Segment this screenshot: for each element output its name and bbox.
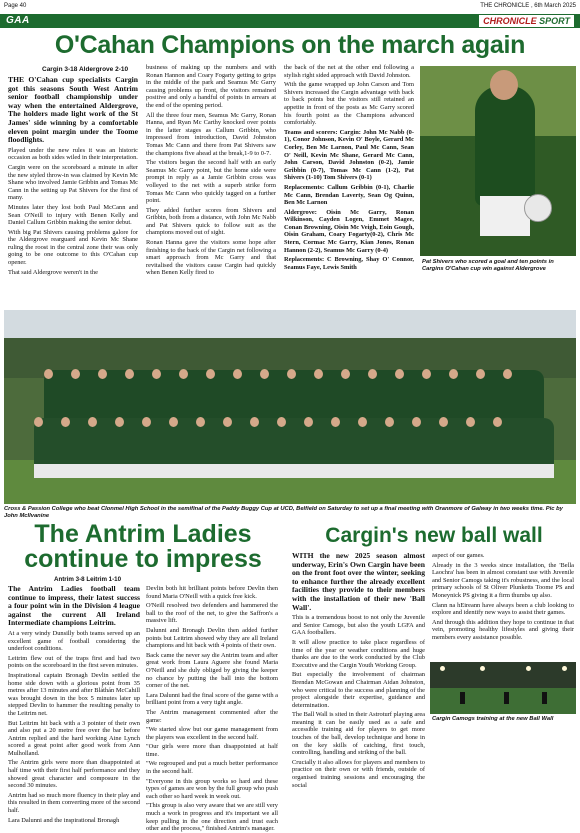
story2-paragraph: Dalunni and Bronagh Devlin then added further points but Leitrim showed why they are all Ireland champions and hit back with 4 points of their own. bbox=[146, 626, 278, 650]
publication-date: THE CHRONICLE , 6th March 2025 bbox=[480, 3, 576, 9]
story1-paragraph: business of making up the numbers and with Ronan Hannon and Coary Fogarty getting to grips in the middle of the park and Seamus Mc Garry causing problems up front, the visitors remained positive and only a handful of points in arrears at the end of the opening period. bbox=[146, 64, 276, 109]
story1-paragraph: Cargin were on the scoreboard a minute in after the new styled throw-in was claimed by Kevin Mc Shane who involved Jamie Gribbin and Tomas Mc Cann in the setting up Pat Shivers for the first of many. bbox=[8, 163, 138, 202]
story2-column-1 bbox=[8, 584, 140, 824]
story2-paragraph: The Antrim girls were more than disappointed at half time with their first half performance and they showed great character and composure in the second 30 minutes. bbox=[8, 759, 140, 790]
story1-headline: O'Cahan Champions on the march again bbox=[54, 31, 526, 59]
page-number: Page 40 bbox=[4, 3, 27, 9]
story1-paragraph: the back of the net at the other end following a stylish right sided approach with David Johnston. bbox=[284, 64, 414, 79]
story1-column-1 bbox=[8, 76, 138, 308]
story2-paragraph: "This group is also very aware that we are still very much a work in progress and it's important we all keep pulling in the one direction and trust each other and the process," finished Antrim's manager. bbox=[146, 802, 278, 833]
story1-column-2 bbox=[146, 64, 276, 308]
story3-paragraph: It will allow practice to take place regardless of time of the year or weather conditions and huge thanks are due to the work conducted by the Club Executive and the Cargin Youth Working Group. bbox=[292, 638, 425, 669]
story2-paragraph: Inspirational captain Bronagh Devlin settled the home side down with a glorious point from 35 metres after 13 minutes and after Bláthán McCahill was brought down in the box 5 minutes later up stepped Devlin to hammer the resulting penalty to the Leitrim net. bbox=[8, 671, 140, 717]
story1-replacements-cargin: Replacements: Callum Gribbin (0-1), Charlie Mc Cann, Brendan Laverty, Sean Og Quinn, Ben Mc Larnon bbox=[284, 183, 414, 207]
story3-lead: WITH the new 2025 season almost underway, Erin's Own Cargin have been on the front foot over the winter, seeking to enhance further the already excellent facilities they provide to their members with the installation of their new 'Ball Wall'. bbox=[292, 551, 425, 612]
story2-lead: The Antrim Ladies football team continue to impress, their latest success a four point win in the Division 4 league against the current All Ireland Intermediate champions Leitrim. bbox=[8, 584, 140, 628]
gaa-logo: GAA bbox=[6, 15, 30, 26]
story2-paragraph: Back came the never say die Antrim team and after great work from Laura Aguere she found Maria O'Neill and she duly obliged by giving the keeper no chance by putting the ball into the bottom corner of the net. bbox=[146, 651, 278, 690]
story1-paragraph: They added further scores from Shivers and Gribbin, both from a distance, with John Mc Nabb and Pat Shivers quick to follow suit as the champions moved out of sight. bbox=[146, 206, 276, 237]
story3-paragraph: Crucially it also allows for players and members to practice on their own or with friends, outside of organised training sessions and encouraging the social bbox=[292, 758, 425, 789]
brand-word-sport: SPORT bbox=[539, 16, 570, 26]
story2-paragraph: Lara Dalunni and the inspirational Bronagh bbox=[8, 816, 120, 824]
story1-paragraph: With big Pat Shivers causing problems galore for the Aldergrove rearguard and Kevin Mc Shane ruling the roost in the central zone their was only going to be one outcome to this O'Cahan cup opener. bbox=[8, 228, 138, 267]
story2-paragraph: "Everyone in this group works so hard and these types of games are won by the full group who push each other so hard week in week out. bbox=[146, 777, 278, 800]
story3-column-1 bbox=[292, 551, 425, 789]
story3-paragraph: aspect of our games. bbox=[432, 552, 485, 559]
player-photo bbox=[420, 66, 576, 256]
story1-paragraph: Ronan Hanna gave the visitors some hope after finishing to the back of the Cargin net following a smart approach from Mc Garry and that revitalised the visitors cause Cargin had quickly when Benen Kelly fired to bbox=[146, 239, 276, 277]
story2-headline: The Antrim Ladies continue to impress bbox=[24, 520, 262, 573]
player-photo-caption: Pat Shivers who scored a goal and ten points in Cargins O'Cahan cup win against Aldergrove bbox=[422, 259, 554, 272]
story2-paragraph: Lara Dalunni had the final score of the game with a brilliant point from a very tight angle. bbox=[146, 691, 278, 707]
ball-wall-photo-caption: Cargin Camogs training at the new Ball Wall bbox=[432, 716, 554, 722]
story2-paragraph: "Our girls were more than disappointed at half time. bbox=[146, 743, 278, 758]
story1-replacements-aldergrove: Replacements: C Browning, Shay O' Connor, Seamus Faye, Lewis Smith bbox=[284, 256, 414, 271]
story1-column-3 bbox=[284, 64, 414, 308]
story3-column-2 bbox=[432, 552, 574, 660]
story1-score: Cargin 3-18 Aldergrove 2-10 bbox=[42, 66, 129, 73]
story1-paragraph: With the game wrapped up John Carson and Tom Shivers increased the Cargin advantage with back to back points but the visitors still retained an appetite in front of the posts as Mc Garry scored his fourth point as the Champions advanced comfortably. bbox=[284, 81, 414, 127]
story1-teams-cargin: Teams and scorers: Cargin: John Mc Nabb (0-1), Conor Johnson, Kevin O' Boyle, Gerard Mc Corley, Ben Mc Larnon, Paul Mc Cann, Sean O' Neill, Kevin Mc Shane, Gerard Mc Cann, John Carson, David Johnston (0-2), Jamie Gribbin (0-7), Tomas Mc Cann (1-2), Pat Shivers (1-10) Tom Shivers (0-1) bbox=[284, 128, 414, 182]
section-band-right bbox=[290, 14, 580, 28]
story1-paragraph: All the three four men, Seamus Mc Garry, Ronan Hanna, and Ryan Mc Carthy knocked over points in the latter stages as Callum Gribbin, who impressed from introduction, David Johnston Tomas Mc Cann and there from Pat Shivers saw the champions five ahead at the break,1-9 to 0-7. bbox=[146, 111, 276, 157]
story3-paragraph: This is a tremendous boost to not only the Juvenile and Senior Camogs, but also the youth LGFA and GAA footballers. bbox=[292, 614, 425, 637]
story2-paragraph: The Antrim management commented after the game: bbox=[146, 708, 278, 724]
story3-headline: Cargin's new ball wall bbox=[325, 524, 543, 547]
story2-paragraph: "We regrouped and put a much better performance in the second half. bbox=[146, 760, 278, 776]
page-folio bbox=[0, 0, 580, 14]
story2-paragraph: O'Neill resolved two defenders and hammered the ball to the roof of the net, to give the Saffron's a massive lift. bbox=[146, 602, 278, 625]
story2-paragraph: Antrim had so much more fluency in their play and this resulted in them converting more of the second half. bbox=[8, 791, 140, 815]
story2-score: Antrim 3-8 Leitrim 1-10 bbox=[54, 576, 122, 583]
section-band bbox=[0, 14, 580, 28]
story3-paragraph: Clann na hEireann have always been a club looking to explore and identify new ways to assist their games. bbox=[432, 601, 574, 617]
story2-paragraph: But Leitrim hit back with a 3 pointer of their own and also put a 20 metre free over the bar before Antrim replied and the hard working Aine Lynch scored a great point after good work from Ann Mulholland. bbox=[8, 719, 140, 757]
story3-paragraph: And through this addition they hope to continue in that vein, promoting healthy lifestyles and giving their members every assistance possible. bbox=[432, 618, 574, 641]
story1-paragraph: That said Aldergrove weren't in the bbox=[8, 268, 98, 276]
story1-paragraph: Minutes later they lost both Paul McCann and Sean O'Neill to injury with Benen Kelly and Daniel Callum Gribbin making the senior debut. bbox=[8, 203, 138, 227]
brand-word-chronicle: CHRONICLE bbox=[483, 16, 537, 26]
story2-paragraph: At a very windy Dunsilly both teams served up an excellent game of football considering the underfoot conditions. bbox=[8, 629, 140, 653]
story1-paragraph: The visitors began the second half with an early Seamus Mc Garry point, but the home side were prompt in reply as a Jamie Gribbin cross was volleyed to the net with a superb strike form Tomas Mc Cann who quickly tagged on a further point. bbox=[146, 159, 276, 205]
story2-paragraph: "We started slow but our game management from the players was excellent in the second half. bbox=[146, 726, 278, 741]
team-photo-caption: Cross & Passion College who beat Clonmel High School in the semifinal of the Paddy Buggy Cup at UCD, Belfield on Saturday to set up a final meeting with Oranmore of Galway in two weeks time. Pic by John McIlvanine bbox=[4, 506, 563, 519]
story1-lead: THE O'Cahan cup specialists Cargin got this seasons South West Antrim senior football championship under way when the entertained Aldergrove, The holders made light work of the St James' side winning by a comfortable eleven point margin under the Toome floodlights. bbox=[8, 75, 138, 145]
story2-column-2 bbox=[146, 585, 278, 833]
team-photo bbox=[4, 310, 576, 504]
story3-paragraph: Already in the 3 weeks since installation, the 'Bella Laochra' has been in almost constant use with Juvenile and Senior Camogs taking it's robustness, and the local primary schools of St Oliver Plunketts Toome PS and Moneynick PS giving it a firm thumbs up also. bbox=[432, 561, 574, 599]
story1-paragraph: Played under the new rules it was an historic occasion as both sides wiled in their interpretation. bbox=[8, 146, 138, 162]
story2-paragraph: Devlin both hit brilliant points before Devlin then found Maria O'Neill with a quick free kick. bbox=[146, 585, 278, 600]
story3-paragraph: The Ball Wall is sited in their Astroturf playing area meaning it can be easily used as a safe and accessible training aid for players to get more touches of the ball, develop technique and hone in on the key skills of catching, first touch, controlling, handling and striking of the ball. bbox=[292, 711, 425, 757]
story1-teams-aldergrove: Aldergrove: Oisin Mc Garry, Ronan Wilkinson, Cayden Logen, Emmet Magee, Conan Browning, Oisin Mc Veigh, Eoin Gough, Oisin Graham, Coary Fogarty(0-2), Chris Mc Stern, Cormac Mc Garry, Kian Jones, Ronan Hannon (2-2), Seamus Mc Garry (0-4) bbox=[284, 208, 414, 254]
chronicle-sport-logo bbox=[479, 15, 574, 27]
story3-paragraph: But especially the involvement of chairman Brendan McGowan and Chairman Aidan Johnston, who were critical to the success and planning of the project alongside their expertise, guidance and determination. bbox=[292, 671, 425, 709]
story2-paragraph: Leitrim flew out of the traps first and had two points on the scoreboard in the first seven minutes. bbox=[8, 654, 140, 670]
section-band-left bbox=[0, 14, 290, 28]
ball-wall-photo bbox=[430, 662, 576, 714]
